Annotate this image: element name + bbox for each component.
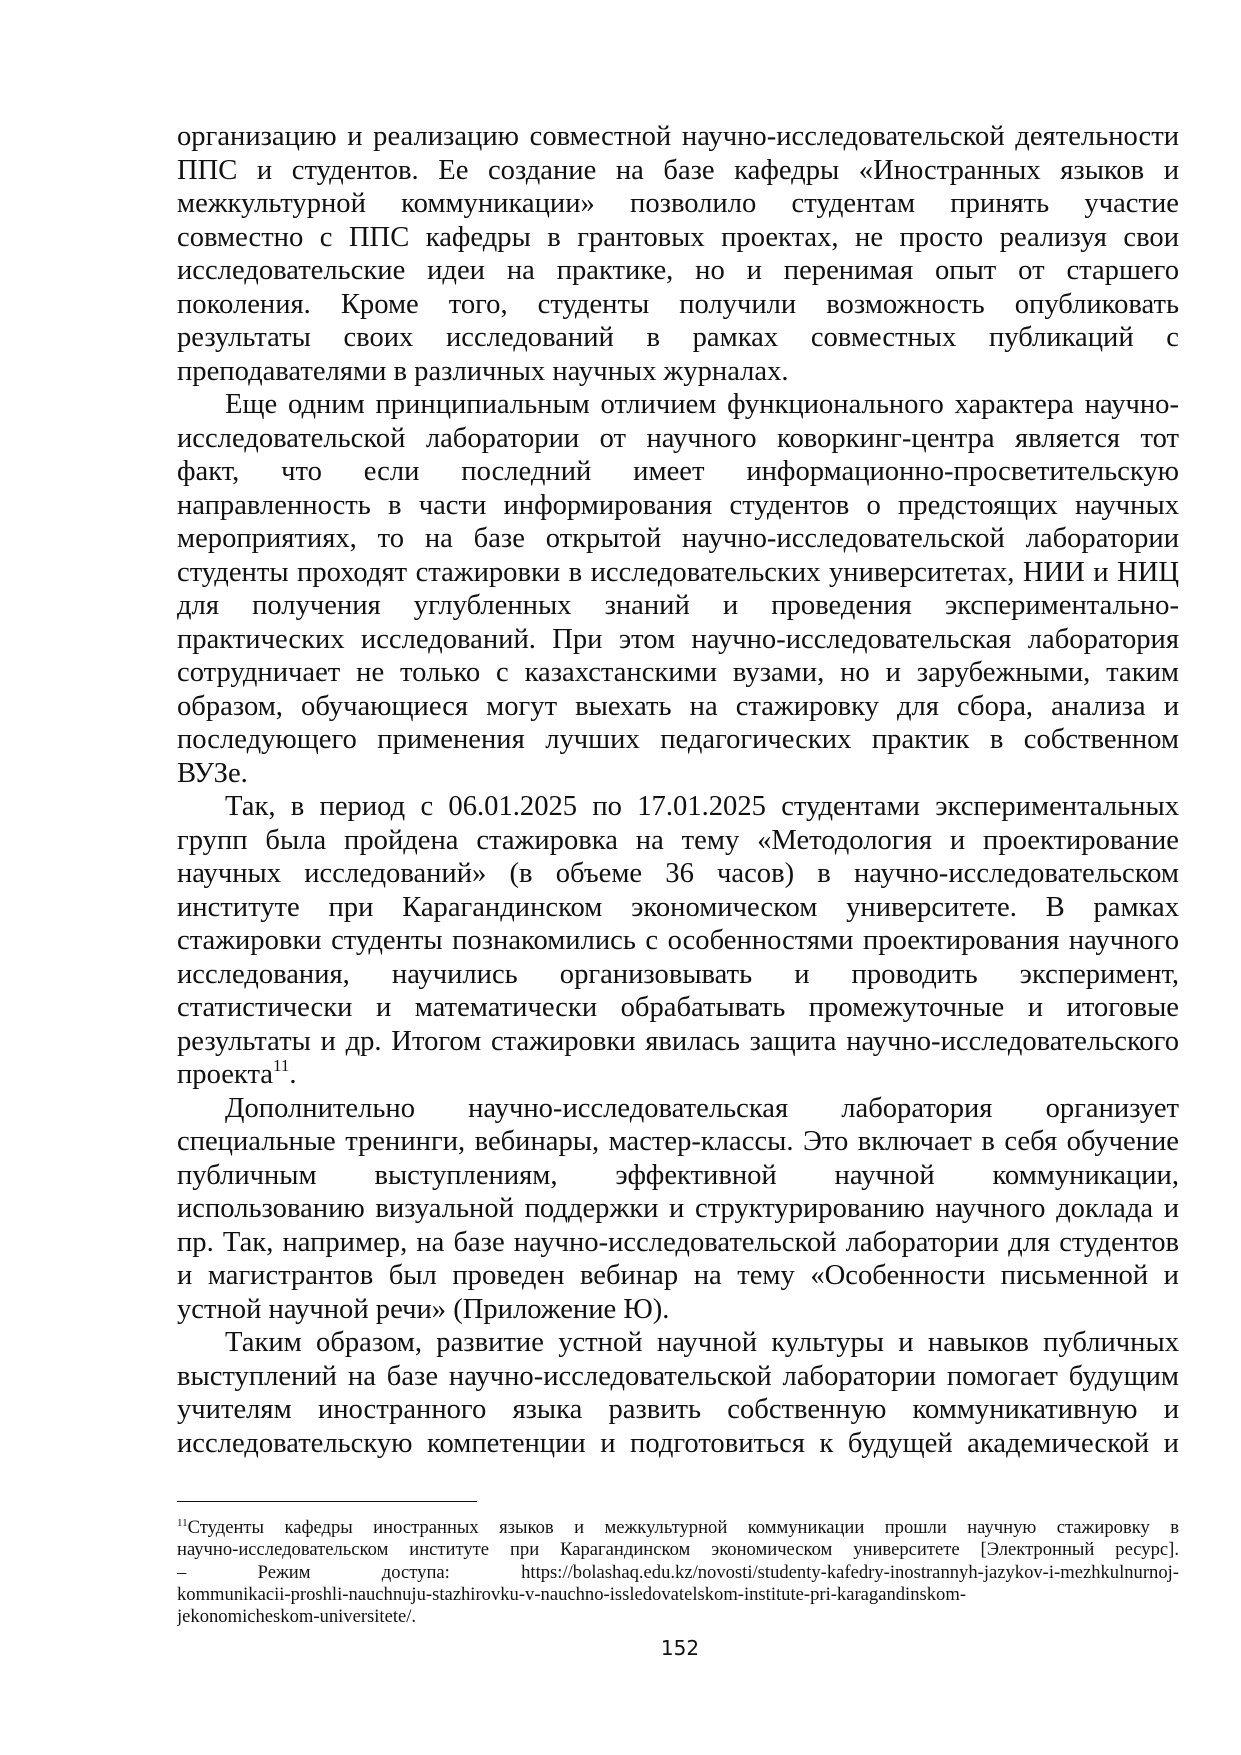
text-line: поколения. Кроме того, студенты получили возможность опубликовать [177, 288, 1179, 320]
body-text [177, 120, 1179, 1460]
text-line: последующего применения лучших педагогических практик в собственном [177, 724, 1179, 755]
footnote-line: – Режим доступа: https://bolashaq.edu.kz/novosti/studenty-kafedry-inostrannyh-jazykov-i-mezhkulnurnoj- [177, 1561, 1179, 1583]
text-line: студенты проходят стажировки в исследовательских университетах, НИИ и НИЦ [177, 556, 1179, 588]
text-line: исследования, научились организовывать и проводить эксперимент, [177, 958, 1179, 990]
footnote-reference[interactable]: 11 [273, 1058, 290, 1075]
text-line: факт, что если последний имеет информационно-просветительскую [177, 456, 1179, 487]
text-line: для получения углубленных знаний и проведения экспериментально- [177, 590, 1179, 621]
text-line: статистически и математически обрабатывать промежуточные и итоговые [177, 992, 1179, 1023]
text-line: использованию визуальной поддержки и структурированию научного доклада и [177, 1193, 1179, 1224]
text-line: учителям иностранного языка развить собственную коммуникативную и [177, 1394, 1179, 1425]
paragraph [177, 1326, 1179, 1460]
text-line: результаты своих исследований в рамках совместных публикаций с [177, 322, 1179, 353]
text-fragment: Студенты кафедры иностранных языков и межкультурной коммуникации прошли научную стажировку в [187, 1517, 1179, 1538]
text-line: межкультурной коммуникации» позволило студентам принять участие [177, 188, 1179, 219]
text-line: образом, обучающиеся могут выехать на стажировку для сбора, анализа и [177, 690, 1179, 722]
text-line: ВУЗе. [177, 757, 248, 789]
text-fragment: проекта [177, 1059, 273, 1090]
text-line: пр. Так, например, на базе научно-исследовательской лаборатории для студентов [177, 1226, 1179, 1258]
paragraph [177, 790, 1179, 1092]
text-fragment: . [289, 1059, 297, 1090]
text-line: институте при Карагандинском экономическом университете. В рамках [177, 891, 1179, 923]
text-line: Таким образом, развитие устной научной культуры и навыков публичных [225, 1327, 1179, 1358]
text-line: научных исследований» (в объеме 36 часов) в научно-исследовательском [177, 858, 1179, 889]
footnote [177, 1517, 1179, 1628]
text-line: Еще одним принципиальным отличием функционального характера научно- [225, 389, 1179, 420]
text-line: ППС и студентов. Ее создание на базе кафедры «Иностранных языков и [177, 154, 1179, 186]
text-line: устной научной речи» (Приложение Ю). [177, 1293, 670, 1325]
text-line: Дополнительно научно-исследовательская лаборатория организует [225, 1092, 1179, 1124]
footnote-line: kommunikacii-proshli-nauchnuju-stazhirovku-v-nauchno-issledovatelskom-institute-pri-karagandinskom- [177, 1583, 967, 1605]
text-line: совместно с ППС кафедры в грантовых проектах, не просто реализуя свои [177, 221, 1179, 253]
text-line: публичным выступлениям, эффективной научной коммуникации, [177, 1159, 1179, 1191]
text-line: стажировки студенты познакомились с особенностями проектирования научного [177, 925, 1179, 956]
footnote-number: 11 [177, 1517, 188, 1529]
text-line: исследовательскую компетенции и подготовиться к будущей академической и [177, 1427, 1179, 1459]
footnote-line: jekonomicheskom-universitete/. [177, 1606, 417, 1628]
text-line: групп была пройдена стажировка на тему «Методология и проектирование [177, 824, 1179, 856]
text-line: Так, в период с 06.01.2025 по 17.01.2025 студентами экспериментальных [225, 791, 1179, 822]
text-line: специальные тренинги, вебинары, мастер-классы. Это включает в себя обучение [177, 1126, 1179, 1157]
text-line: исследовательские идеи на практике, но и перенимая опыт от старшего [177, 255, 1179, 286]
text-line: практических исследований. При этом научно-исследовательская лаборатория [177, 623, 1179, 655]
text-line [177, 1058, 1179, 1092]
footnote-line: научно-исследовательском институте при Карагандинском экономическом университете [Электронный ресурс]. [177, 1539, 1179, 1561]
paragraph [177, 1092, 1179, 1327]
text-line: и магистрантов был проведен вебинар на тему «Особенности письменной и [177, 1260, 1179, 1291]
text-line: мероприятиях, то на базе открытой научно-исследовательской лаборатории [177, 523, 1179, 554]
text-line: выступлений на базе научно-исследовательской лаборатории помогает будущим [177, 1360, 1179, 1392]
paragraph [177, 388, 1179, 790]
text-line: направленность в части информирования студентов о предстоящих научных [177, 489, 1179, 521]
paragraph [177, 120, 1179, 388]
footnote-line [177, 1517, 1179, 1539]
page-number: 152 [660, 1636, 700, 1660]
text-line: организацию и реализацию совместной научно-исследовательской деятельности [177, 121, 1179, 152]
footnote-separator [177, 1501, 477, 1502]
text-line: преподавателями в различных научных журналах. [177, 355, 789, 387]
text-line: результаты и др. Итогом стажировки явилась защита научно-исследовательского [177, 1025, 1179, 1057]
text-line: сотрудничает не только с казахстанскими вузами, но и зарубежными, таким [177, 657, 1179, 688]
text-line: исследовательской лаборатории от научного коворкинг-центра является тот [177, 422, 1179, 454]
